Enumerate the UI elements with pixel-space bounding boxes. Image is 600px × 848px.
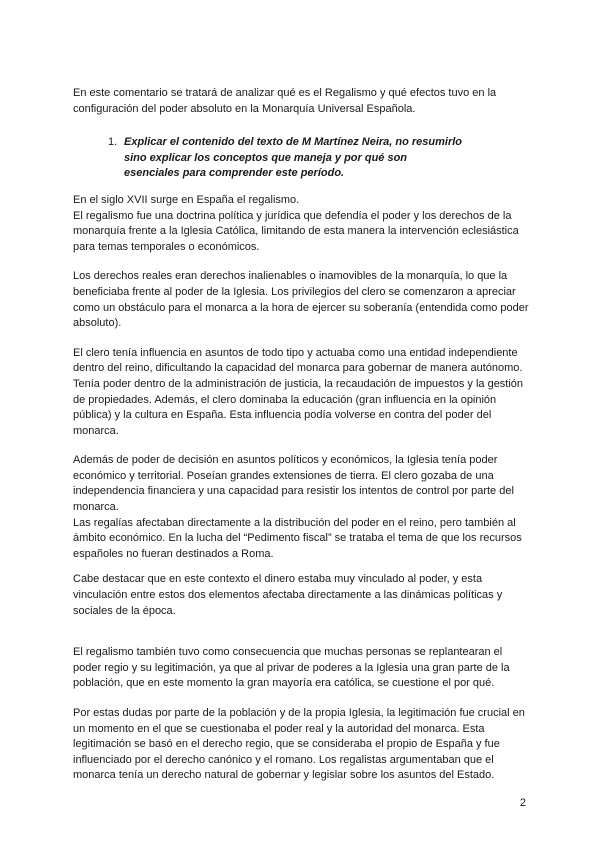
document-page bbox=[73, 86, 533, 784]
heading-text: Explicar el contenido del texto de M Martínez Neira, no resumirlo sino explicar los conceptos que maneja y por qué son esenciales para comprender este período. bbox=[124, 136, 463, 180]
paragraph: Además de poder de decisión en asuntos políticos y económicos, la Iglesia tenía poder económico y territorial. Poseían grandes extensiones de tierra. El clero gozaba de una independencia financiera y una capacidad para resistir los intentos de control por parte del monarca. bbox=[73, 454, 514, 514]
paragraph: Las regalías afectaban directamente a la distribución del poder en el reino, pero también al ámbito económico. En la lucha del “Pedimento fiscal” se trataba el tema de que los recursos españoles no fueran destinados a Roma. bbox=[73, 516, 522, 560]
heading-number: 1. bbox=[108, 136, 118, 149]
paragraph: El regalismo también tuvo como consecuencia que muchas personas se replantearan el poder regio y su legitimación, ya que al privar de poderes a la Iglesia una gran parte de la población, que en este momento la gran mayoría era católica, se cuestione el por qué. bbox=[73, 646, 510, 690]
paragraph: Cabe destacar que en este contexto el dinero estaba muy vinculado al poder, y esta vinculación entre estos dos elementos afectaba directamente a las dinámicas políticas y sociales de la época. bbox=[73, 573, 503, 617]
intro-paragraph: En este comentario se tratará de analizar qué es el Regalismo y qué efectos tuvo en la configuración del poder absoluto en la Monarquía Universal Española. bbox=[73, 87, 497, 115]
paragraph: El regalismo fue una doctrina política y jurídica que defendía el poder y los derechos de la monarquía frente a la Iglesia Católica, limitando de esta manera la intervención eclesiástica para temas temporales o económicos. bbox=[73, 209, 519, 253]
page-number: 2 bbox=[519, 797, 526, 809]
section-heading bbox=[108, 135, 533, 182]
paragraph: El clero tenía influencia en asuntos de todo tipo y actuaba como una entidad independiente dentro del reino, dificultando la capacidad del monarca para gobernar de manera autónomo. Tenía poder dentro de la administración de justicia, la recaudación de impuestos y la gestión de propiedades. Además, el clero dominaba la educación (gran influencia en la opinión pública) y la cultura en España. Esta influencia podía volverse en contra del poder del monarca. bbox=[73, 346, 524, 437]
paragraph: Por estas dudas por parte de la población y de la propia Iglesia, la legitimación fue crucial en un momento en el que se cuestionaba el poder real y la autoridad del monarca. Esta legitimación se basó en el derecho regio, que se consideraba el propio de España y fue influenciado por el derecho canónico y el romano. Los regalistas argumentaban que el monarca tenía un derecho natural de gobernar y legislar sobre los asuntos del Estado. bbox=[73, 707, 525, 782]
paragraph: Los derechos reales eran derechos inalienables o inamovibles de la monarquía, lo que la beneficiaba frente al poder de la Iglesia. Los privilegios del clero se comenzaron a apreciar como un obstáculo para el monarca a la hora de ejercer su soberanía (entendida como poder absoluto). bbox=[73, 270, 529, 330]
paragraph: En el siglo XVII surge en España el regalismo. bbox=[73, 193, 300, 206]
